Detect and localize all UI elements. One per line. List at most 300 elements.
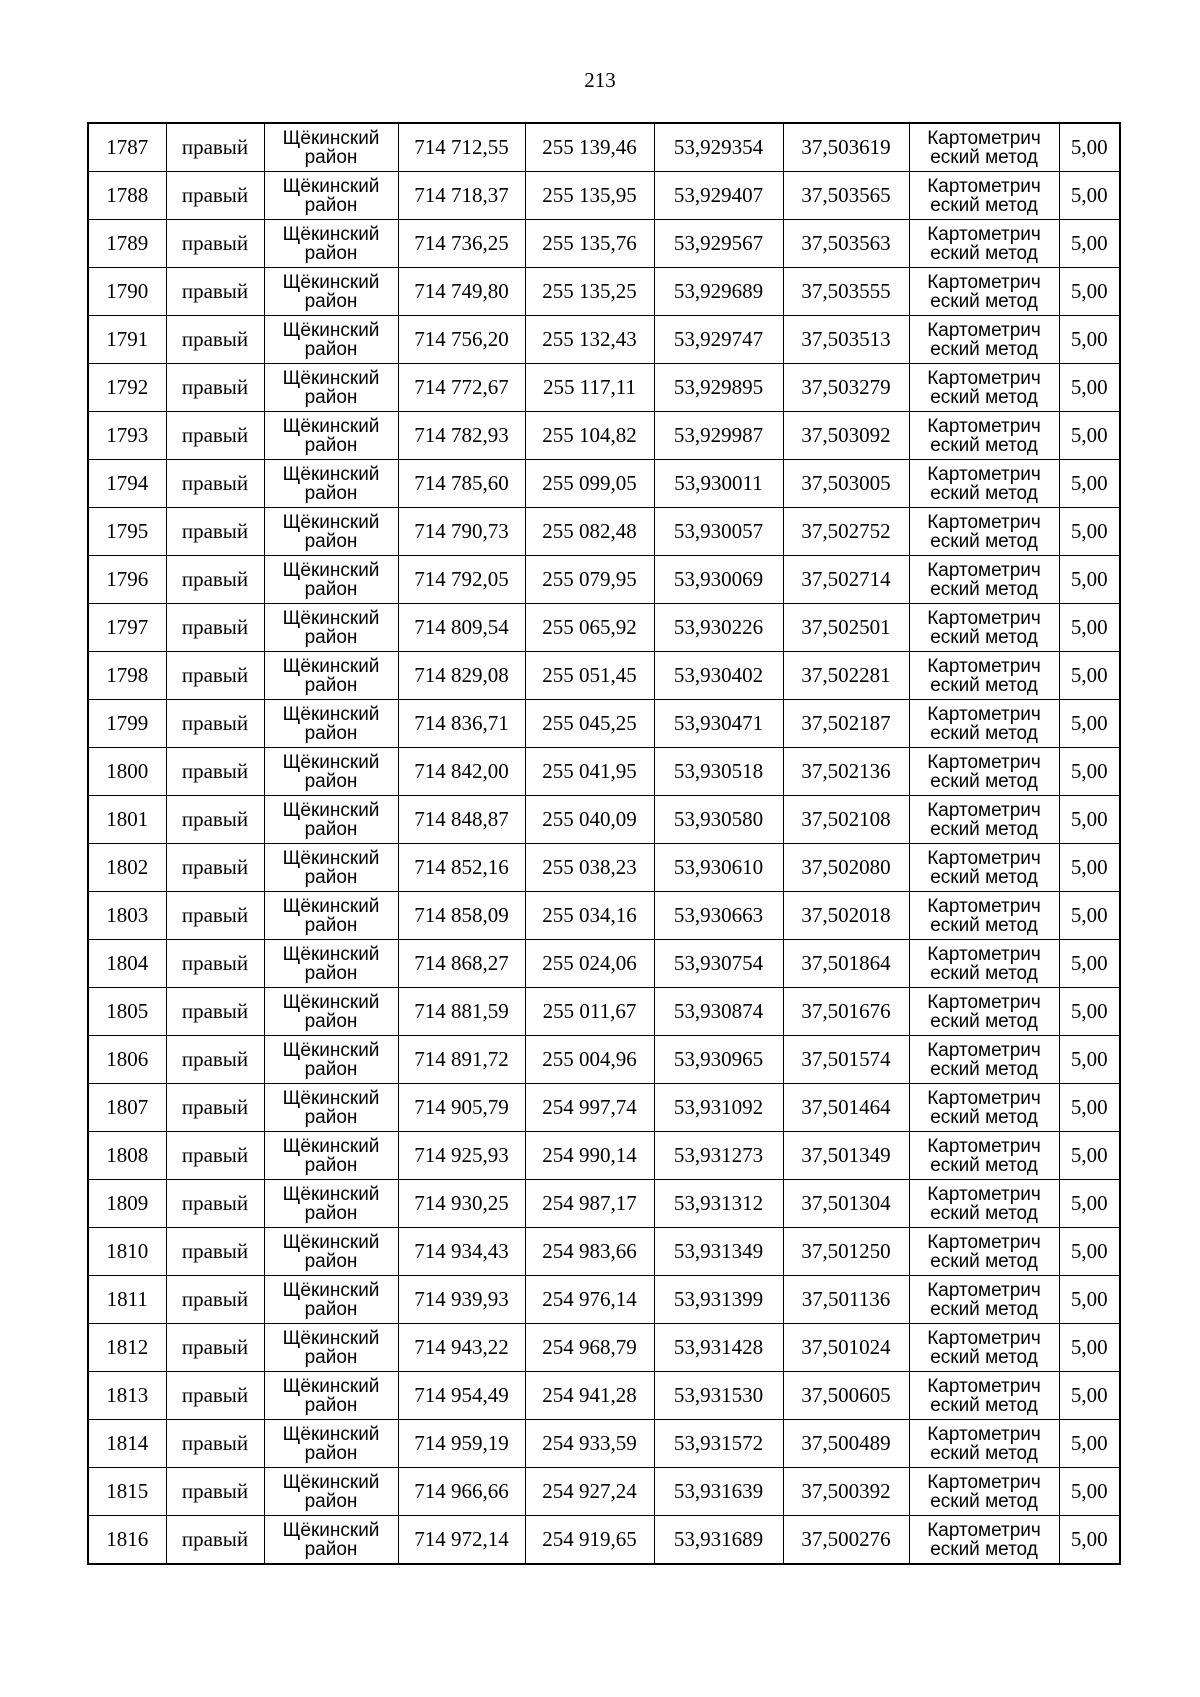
- table-row: [88, 1372, 1120, 1420]
- method-cell: [909, 844, 1059, 892]
- longitude-cell: 37,502281: [783, 652, 909, 700]
- table-row: [88, 988, 1120, 1036]
- accuracy-cell: 5,00: [1059, 508, 1120, 556]
- bank-side-cell: правый: [166, 268, 264, 316]
- point-number-cell: 1793: [88, 412, 166, 460]
- y-coordinate-cell: 255 024,06: [525, 940, 654, 988]
- point-number-cell: 1808: [88, 1132, 166, 1180]
- method-cell-line: еский метод: [930, 962, 1038, 984]
- method-cell: [909, 940, 1059, 988]
- district-cell-line: Щёкинский: [282, 991, 380, 1013]
- method-cell-line: Картометрич: [927, 1375, 1041, 1397]
- longitude-cell: 37,502501: [783, 604, 909, 652]
- district-cell: [264, 988, 398, 1036]
- district-cell: [264, 940, 398, 988]
- district-cell-line: Щёкинский: [282, 223, 380, 245]
- bank-side-cell: правый: [166, 892, 264, 940]
- x-coordinate-cell: 714 718,37: [398, 172, 525, 220]
- method-cell-line: еский метод: [930, 1346, 1038, 1368]
- longitude-cell: 37,502187: [783, 700, 909, 748]
- district-cell-line: район: [304, 722, 358, 744]
- latitude-cell: 53,929689: [654, 268, 783, 316]
- y-coordinate-cell: 255 132,43: [525, 316, 654, 364]
- method-cell-line: Картометрич: [927, 1039, 1041, 1061]
- accuracy-cell: 5,00: [1059, 1036, 1120, 1084]
- x-coordinate-cell: 714 736,25: [398, 220, 525, 268]
- method-cell-line: еский метод: [930, 674, 1038, 696]
- district-cell: [264, 364, 398, 412]
- x-coordinate-cell: 714 966,66: [398, 1468, 525, 1516]
- x-coordinate-cell: 714 842,00: [398, 748, 525, 796]
- longitude-cell: 37,501024: [783, 1324, 909, 1372]
- accuracy-cell: 5,00: [1059, 1276, 1120, 1324]
- longitude-cell: 37,503279: [783, 364, 909, 412]
- district-cell-line: район: [304, 194, 358, 216]
- latitude-cell: 53,931273: [654, 1132, 783, 1180]
- bank-side-cell: правый: [166, 172, 264, 220]
- district-cell-line: Щёкинский: [282, 751, 380, 773]
- district-cell-line: район: [304, 1250, 358, 1272]
- method-cell-line: Картометрич: [927, 895, 1041, 917]
- bank-side-cell: правый: [166, 1228, 264, 1276]
- district-cell-line: Щёкинский: [282, 511, 380, 533]
- method-cell: [909, 1036, 1059, 1084]
- longitude-cell: 37,503005: [783, 460, 909, 508]
- point-number-cell: 1811: [88, 1276, 166, 1324]
- table-row: [88, 892, 1120, 940]
- district-cell-line: Щёкинский: [282, 1375, 380, 1397]
- method-cell-line: еский метод: [930, 242, 1038, 264]
- y-coordinate-cell: 255 034,16: [525, 892, 654, 940]
- x-coordinate-cell: 714 930,25: [398, 1180, 525, 1228]
- y-coordinate-cell: 254 919,65: [525, 1516, 654, 1565]
- table-row: [88, 412, 1120, 460]
- bank-side-cell: правый: [166, 123, 264, 172]
- accuracy-cell: 5,00: [1059, 172, 1120, 220]
- longitude-cell: 37,503513: [783, 316, 909, 364]
- x-coordinate-cell: 714 939,93: [398, 1276, 525, 1324]
- latitude-cell: 53,931530: [654, 1372, 783, 1420]
- district-cell: [264, 1372, 398, 1420]
- y-coordinate-cell: 254 983,66: [525, 1228, 654, 1276]
- method-cell-line: еский метод: [930, 434, 1038, 456]
- point-number-cell: 1812: [88, 1324, 166, 1372]
- district-cell-line: район: [304, 1154, 358, 1176]
- point-number-cell: 1814: [88, 1420, 166, 1468]
- district-cell-line: Щёкинский: [282, 799, 380, 821]
- method-cell-line: Картометрич: [927, 703, 1041, 725]
- point-number-cell: 1810: [88, 1228, 166, 1276]
- x-coordinate-cell: 714 925,93: [398, 1132, 525, 1180]
- y-coordinate-cell: 254 987,17: [525, 1180, 654, 1228]
- table-body: [88, 123, 1120, 1564]
- district-cell-line: Щёкинский: [282, 1135, 380, 1157]
- accuracy-cell: 5,00: [1059, 748, 1120, 796]
- district-cell: [264, 796, 398, 844]
- bank-side-cell: правый: [166, 1180, 264, 1228]
- y-coordinate-cell: 254 941,28: [525, 1372, 654, 1420]
- latitude-cell: 53,931399: [654, 1276, 783, 1324]
- y-coordinate-cell: 255 041,95: [525, 748, 654, 796]
- y-coordinate-cell: 254 933,59: [525, 1420, 654, 1468]
- district-cell-line: район: [304, 386, 358, 408]
- method-cell-line: еский метод: [930, 1394, 1038, 1416]
- x-coordinate-cell: 714 891,72: [398, 1036, 525, 1084]
- method-cell-line: Картометрич: [927, 223, 1041, 245]
- bank-side-cell: правый: [166, 556, 264, 604]
- method-cell-line: Картометрич: [927, 943, 1041, 965]
- method-cell-line: Картометрич: [927, 511, 1041, 533]
- longitude-cell: 37,503092: [783, 412, 909, 460]
- coordinates-table: [87, 122, 1121, 1565]
- accuracy-cell: 5,00: [1059, 796, 1120, 844]
- district-cell-line: Щёкинский: [282, 127, 380, 149]
- district-cell: [264, 556, 398, 604]
- district-cell: [264, 1276, 398, 1324]
- point-number-cell: 1804: [88, 940, 166, 988]
- accuracy-cell: 5,00: [1059, 1132, 1120, 1180]
- accuracy-cell: 5,00: [1059, 460, 1120, 508]
- x-coordinate-cell: 714 868,27: [398, 940, 525, 988]
- y-coordinate-cell: 255 040,09: [525, 796, 654, 844]
- district-cell: [264, 844, 398, 892]
- bank-side-cell: правый: [166, 1036, 264, 1084]
- method-cell-line: Картометрич: [927, 175, 1041, 197]
- method-cell: [909, 892, 1059, 940]
- district-cell-line: Щёкинский: [282, 1327, 380, 1349]
- table-row: [88, 940, 1120, 988]
- method-cell-line: еский метод: [930, 722, 1038, 744]
- point-number-cell: 1800: [88, 748, 166, 796]
- x-coordinate-cell: 714 943,22: [398, 1324, 525, 1372]
- method-cell: [909, 1132, 1059, 1180]
- district-cell-line: Щёкинский: [282, 1471, 380, 1493]
- longitude-cell: 37,500605: [783, 1372, 909, 1420]
- district-cell: [264, 460, 398, 508]
- method-cell-line: Картометрич: [927, 847, 1041, 869]
- longitude-cell: 37,503619: [783, 123, 909, 172]
- x-coordinate-cell: 714 858,09: [398, 892, 525, 940]
- point-number-cell: 1789: [88, 220, 166, 268]
- district-cell-line: район: [304, 578, 358, 600]
- district-cell: [264, 508, 398, 556]
- table-row: [88, 700, 1120, 748]
- district-cell-line: район: [304, 242, 358, 264]
- point-number-cell: 1794: [88, 460, 166, 508]
- longitude-cell: 37,501676: [783, 988, 909, 1036]
- method-cell: [909, 988, 1059, 1036]
- method-cell: [909, 604, 1059, 652]
- table-row: [88, 460, 1120, 508]
- bank-side-cell: правый: [166, 1132, 264, 1180]
- method-cell-line: еский метод: [930, 146, 1038, 168]
- district-cell: [264, 316, 398, 364]
- bank-side-cell: правый: [166, 604, 264, 652]
- method-cell-line: Картометрич: [927, 1423, 1041, 1445]
- district-cell-line: Щёкинский: [282, 271, 380, 293]
- bank-side-cell: правый: [166, 796, 264, 844]
- bank-side-cell: правый: [166, 988, 264, 1036]
- point-number-cell: 1797: [88, 604, 166, 652]
- accuracy-cell: 5,00: [1059, 940, 1120, 988]
- latitude-cell: 53,929747: [654, 316, 783, 364]
- x-coordinate-cell: 714 782,93: [398, 412, 525, 460]
- district-cell: [264, 700, 398, 748]
- table-row: [88, 556, 1120, 604]
- accuracy-cell: 5,00: [1059, 988, 1120, 1036]
- method-cell: [909, 412, 1059, 460]
- point-number-cell: 1816: [88, 1516, 166, 1565]
- longitude-cell: 37,502080: [783, 844, 909, 892]
- table-row: [88, 268, 1120, 316]
- method-cell: [909, 268, 1059, 316]
- x-coordinate-cell: 714 749,80: [398, 268, 525, 316]
- point-number-cell: 1796: [88, 556, 166, 604]
- table-row: [88, 364, 1120, 412]
- district-cell-line: район: [304, 818, 358, 840]
- district-cell: [264, 1420, 398, 1468]
- district-cell-line: Щёкинский: [282, 703, 380, 725]
- y-coordinate-cell: 255 038,23: [525, 844, 654, 892]
- longitude-cell: 37,502714: [783, 556, 909, 604]
- bank-side-cell: правый: [166, 700, 264, 748]
- x-coordinate-cell: 714 792,05: [398, 556, 525, 604]
- latitude-cell: 53,931312: [654, 1180, 783, 1228]
- longitude-cell: 37,500489: [783, 1420, 909, 1468]
- district-cell-line: Щёкинский: [282, 895, 380, 917]
- latitude-cell: 53,930580: [654, 796, 783, 844]
- point-number-cell: 1791: [88, 316, 166, 364]
- district-cell: [264, 172, 398, 220]
- y-coordinate-cell: 255 051,45: [525, 652, 654, 700]
- point-number-cell: 1806: [88, 1036, 166, 1084]
- method-cell-line: еский метод: [930, 482, 1038, 504]
- y-coordinate-cell: 254 968,79: [525, 1324, 654, 1372]
- method-cell-line: Картометрич: [927, 607, 1041, 629]
- longitude-cell: 37,502136: [783, 748, 909, 796]
- district-cell: [264, 1036, 398, 1084]
- longitude-cell: 37,503565: [783, 172, 909, 220]
- point-number-cell: 1805: [88, 988, 166, 1036]
- method-cell-line: Картометрич: [927, 655, 1041, 677]
- latitude-cell: 53,930402: [654, 652, 783, 700]
- table-row: [88, 220, 1120, 268]
- x-coordinate-cell: 714 809,54: [398, 604, 525, 652]
- district-cell-line: район: [304, 1442, 358, 1464]
- method-cell-line: Картометрич: [927, 367, 1041, 389]
- district-cell-line: Щёкинский: [282, 1279, 380, 1301]
- method-cell-line: Картометрич: [927, 463, 1041, 485]
- district-cell: [264, 1084, 398, 1132]
- district-cell: [264, 1324, 398, 1372]
- method-cell: [909, 556, 1059, 604]
- point-number-cell: 1795: [88, 508, 166, 556]
- bank-side-cell: правый: [166, 220, 264, 268]
- district-cell-line: район: [304, 530, 358, 552]
- table-row: [88, 508, 1120, 556]
- method-cell-line: Картометрич: [927, 1327, 1041, 1349]
- district-cell-line: Щёкинский: [282, 415, 380, 437]
- point-number-cell: 1788: [88, 172, 166, 220]
- point-number-cell: 1790: [88, 268, 166, 316]
- y-coordinate-cell: 255 011,67: [525, 988, 654, 1036]
- method-cell: [909, 172, 1059, 220]
- table-row: [88, 1468, 1120, 1516]
- method-cell-line: еский метод: [930, 866, 1038, 888]
- table-row: [88, 748, 1120, 796]
- district-cell: [264, 123, 398, 172]
- district-cell: [264, 1180, 398, 1228]
- method-cell-line: еский метод: [930, 1490, 1038, 1512]
- method-cell: [909, 1324, 1059, 1372]
- method-cell-line: Картометрич: [927, 1087, 1041, 1109]
- accuracy-cell: 5,00: [1059, 1420, 1120, 1468]
- point-number-cell: 1815: [88, 1468, 166, 1516]
- method-cell: [909, 700, 1059, 748]
- district-cell-line: район: [304, 482, 358, 504]
- longitude-cell: 37,500276: [783, 1516, 909, 1565]
- x-coordinate-cell: 714 959,19: [398, 1420, 525, 1468]
- district-cell-line: район: [304, 770, 358, 792]
- longitude-cell: 37,500392: [783, 1468, 909, 1516]
- y-coordinate-cell: 254 976,14: [525, 1276, 654, 1324]
- accuracy-cell: 5,00: [1059, 364, 1120, 412]
- accuracy-cell: 5,00: [1059, 268, 1120, 316]
- bank-side-cell: правый: [166, 364, 264, 412]
- method-cell-line: еский метод: [930, 1154, 1038, 1176]
- method-cell-line: Картометрич: [927, 1183, 1041, 1205]
- method-cell: [909, 1084, 1059, 1132]
- y-coordinate-cell: 254 927,24: [525, 1468, 654, 1516]
- y-coordinate-cell: 255 135,95: [525, 172, 654, 220]
- y-coordinate-cell: 255 099,05: [525, 460, 654, 508]
- district-cell-line: район: [304, 1058, 358, 1080]
- latitude-cell: 53,930057: [654, 508, 783, 556]
- latitude-cell: 53,929895: [654, 364, 783, 412]
- accuracy-cell: 5,00: [1059, 1516, 1120, 1565]
- table-row: [88, 652, 1120, 700]
- district-cell: [264, 604, 398, 652]
- table-row: [88, 1324, 1120, 1372]
- y-coordinate-cell: 255 117,11: [525, 364, 654, 412]
- longitude-cell: 37,501464: [783, 1084, 909, 1132]
- method-cell-line: еский метод: [930, 1058, 1038, 1080]
- accuracy-cell: 5,00: [1059, 1468, 1120, 1516]
- bank-side-cell: правый: [166, 1420, 264, 1468]
- method-cell-line: еский метод: [930, 914, 1038, 936]
- method-cell: [909, 748, 1059, 796]
- bank-side-cell: правый: [166, 844, 264, 892]
- x-coordinate-cell: 714 829,08: [398, 652, 525, 700]
- district-cell: [264, 1516, 398, 1565]
- accuracy-cell: 5,00: [1059, 652, 1120, 700]
- point-number-cell: 1809: [88, 1180, 166, 1228]
- method-cell: [909, 460, 1059, 508]
- y-coordinate-cell: 255 045,25: [525, 700, 654, 748]
- method-cell-line: Картометрич: [927, 1471, 1041, 1493]
- method-cell: [909, 1372, 1059, 1420]
- method-cell: [909, 1276, 1059, 1324]
- accuracy-cell: 5,00: [1059, 1228, 1120, 1276]
- method-cell-line: еский метод: [930, 1538, 1038, 1560]
- district-cell-line: район: [304, 1394, 358, 1416]
- table-row: [88, 1276, 1120, 1324]
- bank-side-cell: правый: [166, 460, 264, 508]
- accuracy-cell: 5,00: [1059, 1372, 1120, 1420]
- point-number-cell: 1802: [88, 844, 166, 892]
- method-cell: [909, 316, 1059, 364]
- district-cell-line: район: [304, 1106, 358, 1128]
- table-row: [88, 1516, 1120, 1565]
- latitude-cell: 53,929987: [654, 412, 783, 460]
- district-cell-line: район: [304, 914, 358, 936]
- method-cell-line: еский метод: [930, 1298, 1038, 1320]
- method-cell-line: Картометрич: [927, 799, 1041, 821]
- latitude-cell: 53,930226: [654, 604, 783, 652]
- accuracy-cell: 5,00: [1059, 556, 1120, 604]
- longitude-cell: 37,501250: [783, 1228, 909, 1276]
- accuracy-cell: 5,00: [1059, 700, 1120, 748]
- accuracy-cell: 5,00: [1059, 123, 1120, 172]
- longitude-cell: 37,502018: [783, 892, 909, 940]
- district-cell-line: район: [304, 866, 358, 888]
- method-cell: [909, 1468, 1059, 1516]
- latitude-cell: 53,930965: [654, 1036, 783, 1084]
- x-coordinate-cell: 714 954,49: [398, 1372, 525, 1420]
- bank-side-cell: правый: [166, 652, 264, 700]
- accuracy-cell: 5,00: [1059, 604, 1120, 652]
- latitude-cell: 53,931092: [654, 1084, 783, 1132]
- longitude-cell: 37,501574: [783, 1036, 909, 1084]
- district-cell-line: Щёкинский: [282, 463, 380, 485]
- table-row: [88, 844, 1120, 892]
- district-cell-line: район: [304, 146, 358, 168]
- accuracy-cell: 5,00: [1059, 892, 1120, 940]
- longitude-cell: 37,501864: [783, 940, 909, 988]
- method-cell-line: еский метод: [930, 386, 1038, 408]
- latitude-cell: 53,931428: [654, 1324, 783, 1372]
- method-cell-line: еский метод: [930, 626, 1038, 648]
- district-cell-line: район: [304, 338, 358, 360]
- longitude-cell: 37,501304: [783, 1180, 909, 1228]
- bank-side-cell: правый: [166, 316, 264, 364]
- district-cell: [264, 268, 398, 316]
- district-cell-line: Щёкинский: [282, 1087, 380, 1109]
- district-cell: [264, 412, 398, 460]
- method-cell: [909, 508, 1059, 556]
- method-cell-line: еский метод: [930, 818, 1038, 840]
- point-number-cell: 1798: [88, 652, 166, 700]
- latitude-cell: 53,929407: [654, 172, 783, 220]
- method-cell-line: Картометрич: [927, 415, 1041, 437]
- y-coordinate-cell: 254 990,14: [525, 1132, 654, 1180]
- district-cell-line: Щёкинский: [282, 319, 380, 341]
- district-cell-line: Щёкинский: [282, 655, 380, 677]
- x-coordinate-cell: 714 934,43: [398, 1228, 525, 1276]
- district-cell-line: район: [304, 1010, 358, 1032]
- district-cell: [264, 652, 398, 700]
- district-cell-line: Щёкинский: [282, 1231, 380, 1253]
- y-coordinate-cell: 255 004,96: [525, 1036, 654, 1084]
- district-cell-line: район: [304, 434, 358, 456]
- method-cell: [909, 1180, 1059, 1228]
- district-cell-line: Щёкинский: [282, 175, 380, 197]
- page-number: 213: [584, 68, 616, 92]
- latitude-cell: 53,929567: [654, 220, 783, 268]
- district-cell-line: район: [304, 626, 358, 648]
- method-cell: [909, 1420, 1059, 1468]
- method-cell: [909, 364, 1059, 412]
